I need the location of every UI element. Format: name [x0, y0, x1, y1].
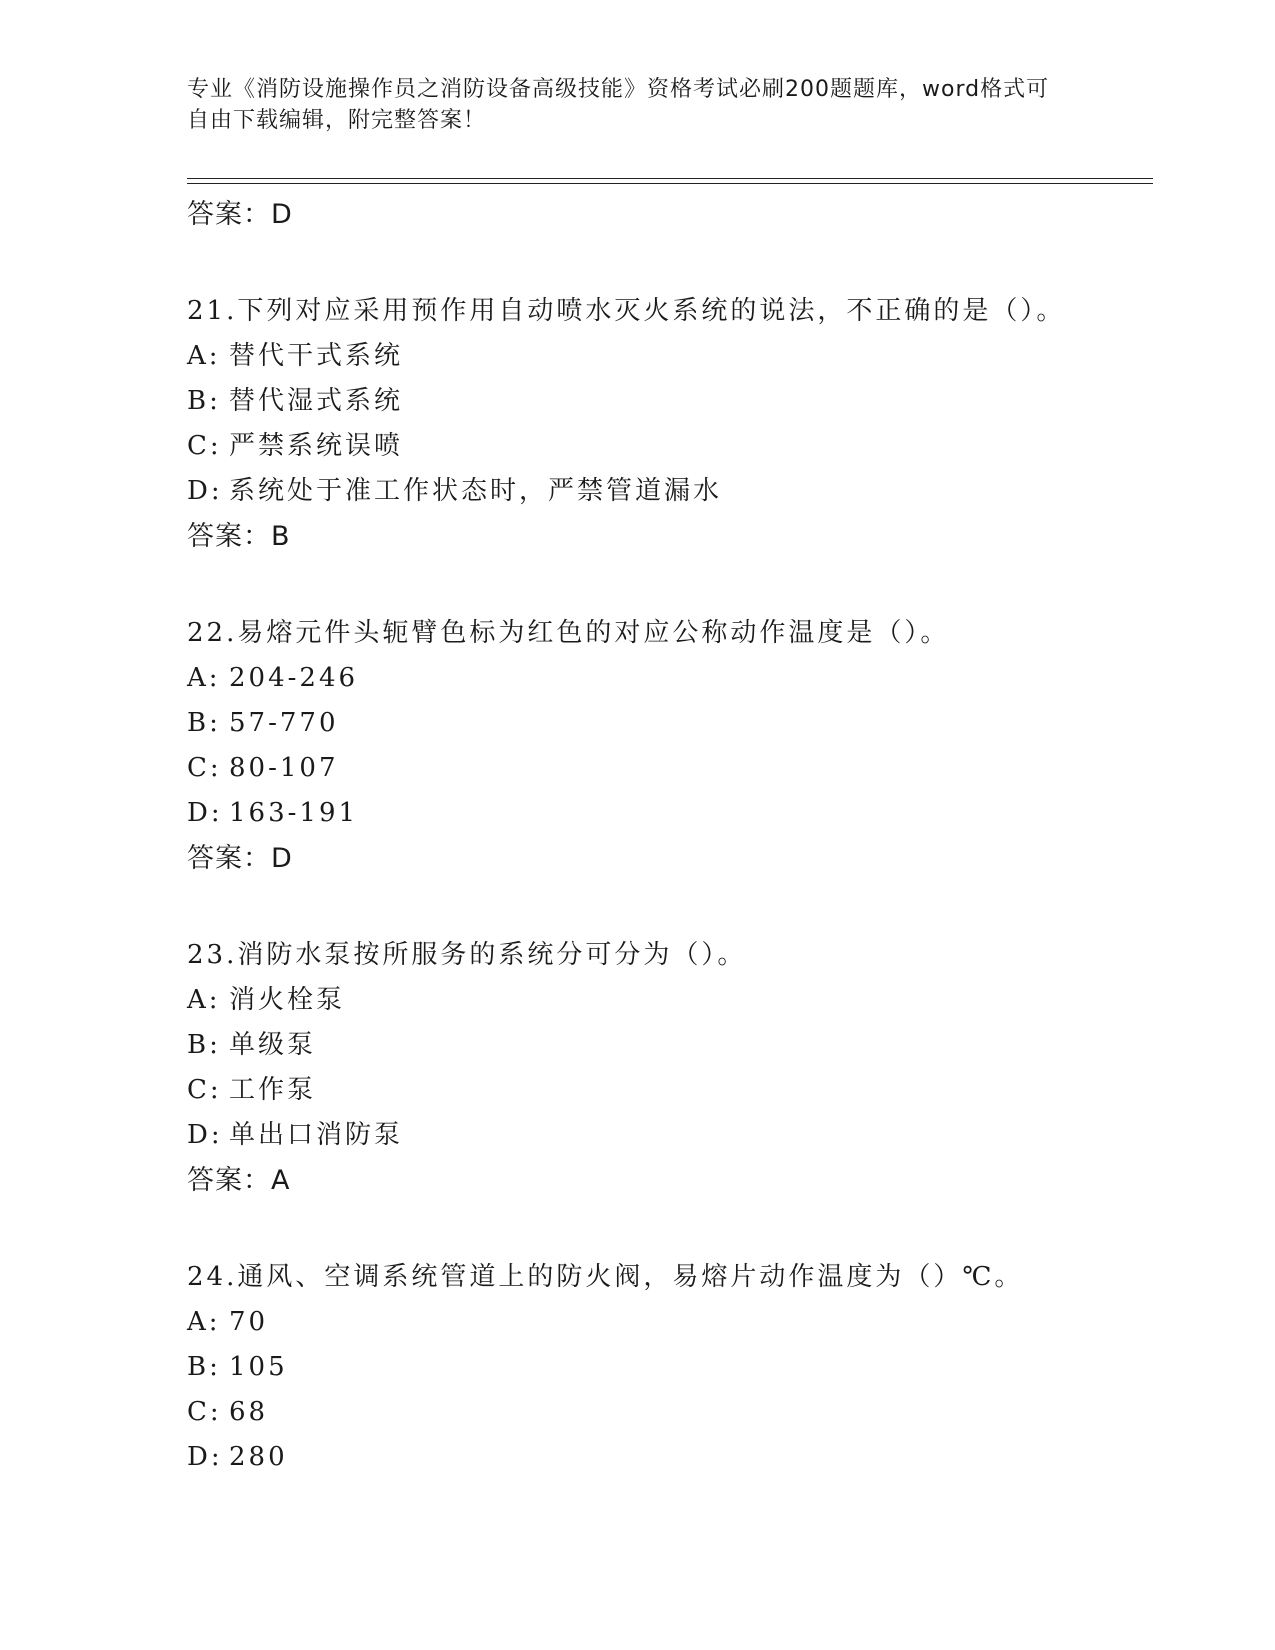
option-d — [187, 1435, 1147, 1480]
option-c — [187, 1390, 1147, 1435]
question-23 — [187, 933, 1147, 1203]
option-b — [187, 379, 1147, 424]
previous-answer: 答案：D — [187, 199, 293, 230]
option-text: 单出口消防泵 — [229, 1120, 404, 1150]
option-c — [187, 1068, 1147, 1113]
option-text: 消火栓泵 — [229, 985, 346, 1015]
question-stem: 23.消防水泵按所服务的系统分可分为（）。 — [187, 940, 747, 970]
option-text: 单级泵 — [229, 1030, 317, 1060]
question-stem: 21.下列对应采用预作用自动喷水灭火系统的说法，不正确的是（）。 — [187, 296, 1066, 326]
option-text: 70 — [229, 1307, 269, 1337]
answer-line: 答案：B — [187, 521, 291, 552]
option-text: 严禁系统误喷 — [229, 431, 404, 461]
option-a — [187, 334, 1147, 379]
option-key: A: — [187, 341, 221, 371]
option-text: 57-770 — [229, 708, 339, 738]
option-key: B: — [187, 1352, 221, 1382]
option-text: 系统处于准工作状态时，严禁管道漏水 — [229, 476, 723, 506]
option-text: 替代干式系统 — [229, 341, 404, 371]
option-c — [187, 424, 1147, 469]
option-b — [187, 701, 1147, 746]
option-key: B: — [187, 708, 221, 738]
option-text: 68 — [229, 1397, 269, 1427]
question-list — [187, 188, 1147, 1480]
option-text: 280 — [229, 1442, 288, 1472]
option-key: C: — [187, 1075, 222, 1105]
option-a — [187, 656, 1147, 701]
option-key: D: — [187, 1442, 223, 1472]
option-d — [187, 1113, 1147, 1158]
document-header: 专业《消防设施操作员之消防设备高级技能》资格考试必刷200题题库，word格式可自由下载编辑，附完整答案！ — [187, 77, 1050, 133]
option-key: C: — [187, 753, 222, 783]
option-b — [187, 1345, 1147, 1390]
option-text: 80-107 — [229, 753, 339, 783]
option-b — [187, 1023, 1147, 1068]
option-text: 163-191 — [229, 798, 359, 828]
option-key: C: — [187, 1397, 222, 1427]
question-22 — [187, 611, 1147, 881]
option-key: A: — [187, 663, 221, 693]
option-text: 替代湿式系统 — [229, 386, 404, 416]
header-rule-top — [187, 178, 1153, 179]
answer-line: 答案：A — [187, 1165, 291, 1196]
header-rule-bottom — [187, 183, 1153, 184]
question-stem: 24.通风、空调系统管道上的防火阀，易熔片动作温度为（）℃。 — [187, 1262, 1024, 1292]
option-key: B: — [187, 386, 221, 416]
option-key: D: — [187, 476, 223, 506]
option-key: C: — [187, 431, 222, 461]
option-key: A: — [187, 1307, 221, 1337]
option-d — [187, 791, 1147, 836]
option-key: D: — [187, 798, 223, 828]
option-d — [187, 469, 1147, 514]
option-c — [187, 746, 1147, 791]
option-key: D: — [187, 1120, 223, 1150]
answer-line: 答案：D — [187, 843, 293, 874]
question-21 — [187, 289, 1147, 559]
question-stem: 22.易熔元件头轭臂色标为红色的对应公称动作温度是（）。 — [187, 618, 950, 648]
option-key: B: — [187, 1030, 221, 1060]
option-text: 204-246 — [229, 663, 359, 693]
option-text: 工作泵 — [229, 1075, 317, 1105]
option-text: 105 — [229, 1352, 288, 1382]
option-a — [187, 1300, 1147, 1345]
option-a — [187, 978, 1147, 1023]
question-24 — [187, 1255, 1147, 1480]
option-key: A: — [187, 985, 221, 1015]
